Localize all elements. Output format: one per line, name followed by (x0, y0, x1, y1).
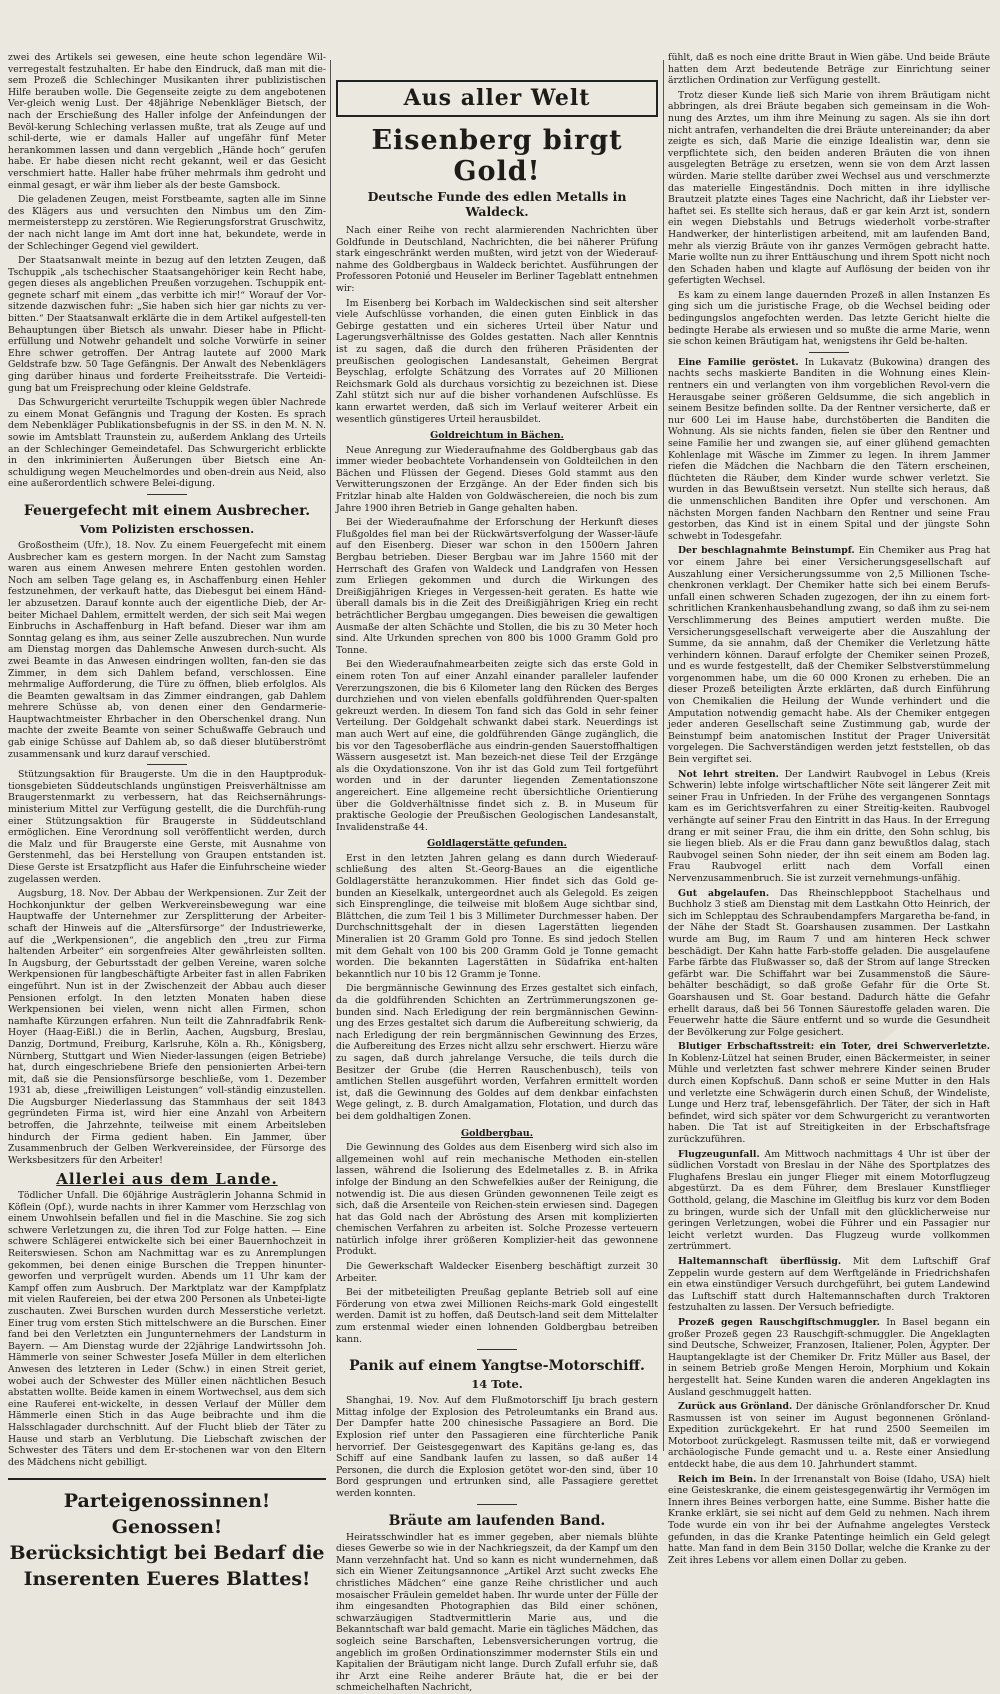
article-text: Stützungsaktion für Braugerste. Um die in den Hauptproduk-tionsgebieten Süddeutschlands ungünstigen Preisverhältnisse am Braugerstenmarkt zu verbessern, hat das Reichsernährungs-ministerium Mittel zur Verfügung gestellt, die die Durchfüh-rung einer Stützungsaktion für Braugerste in Süddeutschland ermöglichen. Eine Verordnung soll veröffentlicht werden, durch die Malz und für Braugerste eine Gerste, mit Ausnahme von Gerstenmehl, das bei Herstellung von Graupen entstanden ist. Diese Gerste ist Ersatzpflicht aus Hafer die Einfuhrscheine wieder zugelassen werden. (8, 769, 326, 885)
news-item-text: In Lukavatz (Bukowina) drangen des nachts sechs maskierte Banditen in die Wohnung eines Klein-rentners ein und verlangten von ihm vorgeblichen Revol-vern die Herausgabe seiner größeren Geldsumme, die sich angeblich in seinem Besitze befinden sollte. Da der Rentner versicherte, daß er nur 600 Lei im Hause habe, durchstöberten die Banditen die Wohnung. Als sie nichts fanden, fielen sie über den Rentner und seine Familie her und zwangen sie, auf einer glühend gemachten Kohlenlage mit Wäsche im Zimmer zu legen. In ihrem Jammer riefen die Mädchen die Nachbarn die den Tätern erscheinen, flüchteten die Räuber, dem Kinder wurde schwer verletzt. Sie wurden in das Bewußtsein versetzt. Nun stellte sich heraus, daß die unmenschlichen Banditen ihre Opfer und verschonen. Am nächsten Morgen fanden Nachbarn den Rentner und seine Frau gestorben, das Kind ist in einem Spital und der jüngste Sohn schwebt in Todesgefahr. (668, 356, 990, 542)
news-item (668, 888, 990, 1039)
article-text: Augsburg, 18. Nov. Der Abbau der Werkpensionen. Zur Zeit der Hochkonjunktur der gelben Werkvereinsbewegung war eine Hauptwaffe der Unternehmer zur Zersplitterung der Arbeiter-schaft der Hinweis auf die „Altersfürsorge“ der Industriewerke, auf die „Werkpensionen“, die angeblich den „treu zur Firma haltenden Arbeiter“ ein sorgenfreies Alter gewährleisten sollten. In Augsburg, der Geburtsstadt der gelben Vereine, waren solche Werkpensionen für langbeschäftigte Arbeiter fast in allen Fabriken eingeführt. Nun ist in der Zwischenzeit der Abbau auch dieser Pensionen erfolgt. In den letzten Monaten haben diese Werkpensionen bei vielen, wenn nicht allen Firmen, schon namhafte Kürzungen erfahren. Nun teilt die Zahnradfabrik Renk-Hoyer (Haag-Eißl.) die in Berlin, Aachen, Augsburg, Breslau, Danzig, Dortmund, Freiburg, Karlsruhe, Köln a. Rh., Königsberg, Nürnberg, Stuttgart und Wien Nieder-lassungen (eigen Betriebe) hat, durch eingeschriebene Briefe den pensionierten Arbei-tern mit, daß sie die Pensionsfürsorge beschließe, vom 1. Dezember 1931 ab, diese „freiwilligen Leistungen“ voll-ständig einzustellen. Die Augsburger Niederlassung das Stammhaus der seit 1843 gegründeten Firma ist, wird hier eine Anzahl von Arbeitern betroffen, die Jahrzehnte, teilweise mit einem Arbeitsleben hindurch der Firma gedient haben. Ein Jammer, über Zusammenbruch der Gelben Werkvereinsidee, der Fürsorge des Werksbesitzers für den Arbeiter! (8, 888, 326, 1166)
article-separator (809, 352, 849, 353)
news-item (668, 1317, 990, 1398)
column-rule (330, 60, 331, 1451)
ad-line: Inserenten Eueres Blattes! (23, 1568, 311, 1591)
article-separator (477, 1504, 517, 1505)
column-middle (336, 52, 658, 1694)
column-right (668, 52, 991, 1566)
ad-line: Parteigenossinnen! Genossen! (63, 1490, 271, 1539)
article-text: Neue Anregung zur Wiederaufnahme des Goldbergbaus gab das immer wieder beobachtete Vorhandensein von Goldteilchen in den Bächen und Flüssen der Gegend. Dieses Gold stammt aus den Verwitterungszonen der Erzgänge. An der Eder finden sich bis Fritzlar hinab alte Halden von Goldwäschereien, die noch bis zum Jahre 1900 ihren Betrieb in Gange gehalten haben. (336, 444, 658, 514)
news-item-title: Eine Familie geröstet. (678, 356, 799, 368)
news-item (668, 545, 990, 765)
article-text: Im Eisenberg bei Korbach im Waldeckischen sind seit altersher viele Aufschlüsse vorhanden, die einen guten Einblick in das Gebirge gestatten und ein sicheres Urteil über Natur und Lagerungsverhältnisse des Goldes gestatten. Nach aller Kenntnis ist zu sagen, daß die durch den früheren Präsidenten der preußischen geologischen Landesanstalt, Geheimen Bergrat Beyschlag, erfolgte Schätzung des Vorrates auf 20 Millionen Reichsmark Gold als durchaus vorsichtig zu bezeichnen ist. Diese Zahl stützt sich nur auf die bisher vorhandenen Aufschlüsse. Es kann erwartet werden, daß sich im Verlauf weiterer Arbeit ein wesentlich günstigeres Urteil herausbildet. (336, 297, 658, 425)
article-text: Shanghai, 19. Nov. Auf dem Flußmotorschiff Iju brach gestern Mittag infolge der Explosion des Petroleumtanks ein Brand aus. Der Dampfer hatte 200 chinesische Passagiere an Bord. Die Explosion rief unter den Passagieren eine fürchterliche Panik hervorrief. Der Geistesgegenwart des Kapitäns ge-lang es, das Schiff auf eine Sandbank laufen zu lassen, so daß außer 14 Personen, die durch die Explosion getötet wor-den sind, über 10 Bord gesprungen und ertrunken sind, alle Passagiere gerettet werden konnten. (336, 1395, 658, 1499)
section-rubric: Aus aller Welt (336, 80, 658, 117)
article-text: Die Gewerkschaft Waldecker Eisenberg beschäftigt zurzeit 30 Arbeiter. (336, 1261, 658, 1284)
column-rule (663, 60, 664, 1451)
article-text: Die geladenen Zeugen, meist Forstbeamte, sagten alle im Sinne des Klägers aus und versuchten den Nimbus um den Zim-mermeisterstepp zu zerstören. Wie Regierungsforstrat Gruschwitz, der nach nicht lange im Amt dort inne hat, bekundete, werde in der Schlechinger Gegend viel gewildert. (8, 194, 326, 252)
news-item-title: Der beschlagnahmte Beinstumpf. (678, 545, 855, 557)
news-item-title: Flugzeugunfall. (678, 1148, 760, 1160)
article-text: Tödlicher Unfall. Die 60jährige Austräglerin Johanna Schmid in Köflein (Opf.), wurde nachts in ihrer Kammer vom Herzschlag von einem Unwohlsein befallen und fiel in die Maschine. Sie zog sich schwere Verletzungen zu, die ihren Tod zur Folge hatten. — Eine schwere Schlägerei entwickelte sich bei einer Bauernhochzeit in Reiterswiesen. Schon am Nachmittag war es zu Anremplungen gekommen, bei denen einige Burschen die Treppen hinunter-geworfen und verprügelt wurden. Abends um 11 Uhr kam der Kampf offen zum Ausbruch. Der Marktplatz war der Kampfplatz mit vielen Raufereien, bei der etwa 200 Personen als Unbetei-ligte zuschauten. Zwei Burschen wurden durch Messerstiche verletzt. Einer trug vom ersten Stich mittelschwere an die Burschen. Einer fand bei den Verletzten ein Jungunternehmers der Landsturm in Bayern. — Am Dienstag wurde der 22jährige Landwirtssohn Joh. Hämmerle von seiner Schwester Josefa Müller in dem elterlichen Anwesen des letzteren in Leder (Schw.) in einen Streit geriet, wobei auch der Schwester des Müller einen nächtlichen Besuch abstatten wollte. Beide kamen in einem Wortwechsel, aus dem sich eine Rauferei ent-wickelte, in dessen Verlauf der Müller dem Hämmerle einen Stich in das Auge beibrachte und ihm die Halsschlagader durchschnitt. Auf der Flucht blieb der Täter zu Hause und starb an Verblutung. Die Liebschaft zwischen der Schwester des Täters und dem Er-stochenen war von den Eltern des Mädchens nicht gebilligt. (8, 1190, 326, 1468)
article-text: Großostheim (Ufr.), 18. Nov. Zu einem Feuergefecht mit einem Ausbrecher kam es gestern morgen. In der Nacht zum Samstag waren aus einem Anwesen mehrere Enten gestohlen worden. Noch am selben Tage gelang es, in Aschaffenburg einen Hehler festzunehmen, der verkauft hatte, das Diebesgut bei einem Händ-ler abzusetzen. Darauf konnte auch der eigentliche Dieb, der Ar-beiter Michael Dahlem, ermittelt werden, der sich seit Mai wegen Einbruchs in Aschaffenburg in Haft befand. Dieser war ihm am Sonntag gelang es ihm, aus seiner Zelle auszubrechen. Nun wurde am Dienstag morgen das Dahlemsche Anwesen durch-sucht. Als zwei Beamte in das Anwesen eindringen wollten, fan-den sie das Zimmer, in dem sich Dahlem befand, verschlossen. Eine mehrmalige Aufforderung, die Türe zu öffnen, blieb erfolglos. Als die Beamten gewaltsam in das Zimmer eindrangen, gab Dahlem mehrere Schüsse ab, von denen einer den Gendarmerie-Hauptwachtmeister Ehrbacher in den Oberschenkel drang. Nun machte der zweite Beamte von seiner Schußwaffe Gebrauch und gab einige Schüsse auf Dahlem ab, so daß dieser blutüberströmt zusammensank und kurz darauf verschied. (8, 539, 326, 760)
article-text: Trotz dieser Kunde ließ sich Marie von ihrem Bräutigam nicht abbringen, als drei Bräute begaben sich gemeinsam in die Woh-nung des Arztes, um ihm ihre Meinung zu sagen. Als sie ihn dort nicht antrafen, verhandelten die drei Bräute untereinander; da aber zeigte es sich, daß Marie die einzige Idealistin war, denn sie verpflichtete sich, den beiden anderen Bräuten die von ihnen ausgelegten Beträge zu ersetzen, wenn sie von dem Arzt lassen würden. Marie stellte darüber zwei Wechsel aus und verschmerzte das materielle Eingeständnis. Doch mitten in ihre idyllische Brautzeit platzte eines Tages eine Nachricht, daß ihr Liebster ver-haftet sei. Es stellte sich heraus, daß er gar kein Arzt ist, sondern ein wegen Diebstahls und Betrugs wiederholt vorbe-strafter Handwerker, der hinterlistigen arbeitend, mit am laufenden Band, mehr als vierzig Bräute von ihr ganzes Vermögen gebracht hatte. Marie wollte nun zu ihrer Enttäuschung und ihrem Spott nicht noch den Schaden haben und klagte auf Auflösung der beiden von ihr gefertigten Wechsel. (668, 89, 990, 287)
article-text: Es kam zu einem lange dauernden Prozeß in allen Instanzen Es ging sich um die juristische Frage, ob die Wechsel beiding oder bedingungslos angefochten werden. Das letzte Gericht hielte die bedingte Herabe als erwiesen und so mußte die arme Marie, wenn sie schon keinen Bräutigam hat, wenigstens ihr Geld be-halten. (668, 289, 990, 348)
news-item (668, 1256, 990, 1314)
news-item (668, 769, 990, 885)
news-item-title: Prozeß gegen Rauschgiftschmuggler. (678, 1316, 880, 1328)
news-item (668, 1149, 990, 1253)
section-heading: Allerlei aus dem Lande. (56, 1170, 278, 1189)
news-item-title: Not lehrt streiten. (678, 768, 779, 780)
news-item (668, 1041, 990, 1145)
article-separator (477, 1349, 517, 1350)
news-item-text: Der dänische Grönlandforscher Dr. Knud Rasmussen ist von seiner im August begonnenen Grönland-Expedition zurückgekehrt. Er hat rund 2500 Seemeilen im Motorboot zurückgelegt. Rasmussen teilte mit, daß er vorwiegend archäologische Funde gemacht und u. a. Reste einer Ansiedlung entdeckt habe, die aus dem 10. Jahrhundert stammt. (668, 1401, 990, 1471)
article-text: Erst in den letzten Jahren gelang es dann durch Wiederauf-schließung des alten St.-Georg-Baues an die eigentliche Goldlagerstätte heranzukommen. Hier findet sich das Gold ge-bunden an Kieselkalk, untergeordnet auch als Gelegold. Es zeigen sich Einsprenglinge, die teilweise mit bloßem Auge sichtbar sind, Blättchen, die zum Teil 1 bis 3 Millimeter Durchmesser haben. Der Durchschnittsgehalt der in diesen Lagerstätten liegenden Mineralien ist 20 Gramm Gold pro Tonne. Es sind jedoch Stellen mit dem Gehalt von 100 bis 200 Gramm Gold je Tonne gemacht worden. Die bekannten Lagerstätten in Südafrika ent-halten bekanntlich nur 10 bis 12 Gramm je Tonne. (336, 852, 658, 980)
article-text: Die bergmännische Gewinnung des Erzes gestaltet sich einfach, da die goldführenden Schichten an Zertrümmerungszonen ge-bunden sind. Nach Erledigung der rein bergmännischen Gewinn-ung des Erzes gestaltet sich darum die Aufbereitung schwierig, da nach Erledigung der rein bergmännischen Gewinnung des Erzes, die Aufbereitung des Erzes nicht allzu sehr erschwert. Hierzu wäre zu sagen, daß durch jahrelange Versuche, die teils durch die Besitzer der Grube (die Herren Rauschenbusch), teils von amtlichen Stellen ausgeführt worden, Verfahren ermittelt worden ist, daß die Gewinnung des Goldes auf dem denkbar einfachsten Wege gelingt, z. B. durch Amalgamation, Flotation, und durch das bei dem goldhaltigen Zonen. (336, 983, 658, 1122)
article-headline: Bräute am laufenden Band. (388, 1512, 606, 1529)
article-text: Bei den Wiederaufnahmearbeiten zeigte sich das erste Gold in einem roten Ton auf einer Anzahl einander paralleler laufender Vererzungszonen, die bis 6 Kilometer lang den Rücken des Berges durchziehen und von vielen ebenfalls goldführenden Quer-spalten gekreuzt werden. In diesem Ton fand sich das Gold in sehr feiner Verteilung. Der Goldgehalt schwankt dabei stark. Neuerdings ist man auch Wert auf eine, die goldführenden Gänge zugänglich, die bis vor den Tagesoberfläche aus eindrin-genden Sauerstoffhaltigen Wässern ausgesetzt ist. Man bezeich-net diese Teil der Erzgänge als die Oxydationszone. Von ihr ist das Gold zum Teil fortgeführt worden und in der darunter liegenden Zementationszone angereichert. Eine allgemeine recht übersichtliche Orientierung über die Goldverhältnisse findet sich z. B. in Museum für praktische Geologie der Preußischen Geologischen Landesanstalt, Invalidenstraße 44. (336, 659, 658, 833)
main-subheadline: Deutsche Funde des edlen Metalls in Waldeck. (367, 189, 627, 219)
column-left (8, 52, 326, 1591)
article-text: Bei der mitbeteiligten Preußag geplante Betrieb soll auf eine Förderung von etwa zwei Millionen Reichs-mark Gold eingestellt werden. Damit ist zu hoffen, daß Deutsch-land seit dem Mittelalter zum erstenmal wieder einen lohnenden Goldbergbau betreiben kann. (336, 1287, 658, 1345)
article-subheadline: 14 Tote. (471, 1377, 523, 1392)
party-advertisement (8, 1478, 326, 1592)
news-item-text: In Basel begann ein großer Prozeß gegen 23 Rauschgift-schmuggler. Die Angeklagten sind Deutsche, Schweizer, Franzosen, Italiener, Polen, Ägypter. Der Hauptangeklagte ist der Chemiker Dr. Fritz Müller aus Basel, der in seinem Betrieb große Mengen Heroin, Morphium und Kokain hergestellt hat. Seine Kunden waren die anderen Angeklagten ins Ausland geschmuggelt hatten. (668, 1316, 990, 1398)
news-item-title: Zurück aus Grönland. (678, 1401, 793, 1413)
news-item-text: Mit dem Luftschiff Graf Zeppelin wurde gestern auf dem Werftgelände in Friedrichshafen ein etwa einstündiger Versuch durchgeführt, bei gutem Landewind das Luftschiff statt durch Haltemannschaften durch Traktoren festzuhalten zu lassen. Der Versuch befriedigte. (668, 1255, 990, 1314)
news-item-title: Blutiger Erbschaftsstreit: ein Toter, drei Schwerverletzte. (678, 1041, 990, 1053)
article-headline: Panik auf einem Yangtse-Motorschiff. (349, 1358, 645, 1375)
article-subheading: Goldlagerstätte gefunden. (427, 838, 567, 850)
article-headline: Feuergefecht mit einem Ausbrecher. (23, 502, 311, 519)
news-item (668, 1474, 990, 1567)
news-item (668, 357, 990, 543)
article-subheadline: Vom Polizisten erschossen. (79, 521, 255, 536)
news-item-text: In der Irrenanstalt von Boise (Idaho, USA) hielt eine Geisteskranke, die einem geistesgegenwärtig ihr Vermögen im Innern ihres Beines verborgen hatte, eine Summe. Bisher hatte die Kranke erklärt, sie sei nicht auf dem Geld zu nehmen. Nach ihrem Tode wurde ein von ihr bei der Aufnahme angelegtes Versteck gefunden, in das die Kranke Patentinge heimlich ein Geld gelegt hatte. Man fand in dem Bein 3150 Dollar, welche die Kranke zu der Zeit ihres Lebens vor allem einen Dollar zu geben. (668, 1473, 990, 1566)
article-text: zwei des Artikels sei gewesen, eine heute schon legendäre Wil-verregestalt festzuhalten. Er habe den Eindruck, daß man mit die-sem Prozeß die Schlechinger Musikanten ihrer publizistischen Hilfe berauben wolle. Die Gegenseite zeigte zu dem angebotenen Ver-gleich wenig Lust. Der 48jährige Nebenkläger Bietsch, der nach der Erschießung des Haller infolge der Anfeindungen der Bevöl-kerung Schleching verlassen mußte, trat als Zeuge auf und schil-derte, wie er damals Haller auf ungefähr fünf Meter herankommen lassen und dann vergeblich „Hände hoch“ gerufen habe. Er habe diesen nicht recht gekannt, weil er das Gesicht verschmiert hatte. Haller habe früher mehrmals ihm gedroht und einmal gesagt, er wär ihm lieber als der beste Gamsbock. (8, 52, 326, 191)
news-item-text: Ein Chemiker aus Prag hat vor einem Jahre bei einer Versicherungsgesellschaft auf Auszahlung einer Versicherungssumme von 2,5 Millionen Tsche-chenkronen verklagt. Der Chemiker hatte sich bei einem Berufs-unfall einen schweren Schaden zugezogen, der ihn zu einem fort-schritlichen Krankenhausbehandlung zwang, so daß ihm zu sei-nem Verschlimmerung des Beines amputiert werden mußte. Die Versicherungsgesellschaft verweigerte aber die Auszahlung der Summe, da sie annahm, daß der Chemiker die Verletzung hätte verhindern können. Darauf erfolgte der Chemiker seinen Prozeß, und es wurde festgestellt, daß der Chemiker Selbstverstümmelung vorgenommen habe, um die 60 000 Kronen zu erheben. Die an dieser Prozeß beteiligten Ärzte erklärten, daß durch Einführung von Chemikalien die Heilung der Wunde verhindert und die Amputation notwendig gemacht habe. Als der Chemiker entgegen jeder anderen Gesellschaft seine Zustimmung gab, wurde der Beinstumpf beim anatomischen Institut der Prager Universität vorgelegen. Die Sachverständigen werden jetzt feststellen, ob das Bein vergiftet sei. (668, 545, 990, 766)
article-text: Das Schwurgericht verurteilte Tschuppik wegen übler Nachrede zu einem Monat Gefängnis und Tragung der Kosten. Es sprach dem Nebenkläger Publikationsbefugnis in der SS. in den M. N. N. sowie im Amtsblatt Traunstein zu, außerdem Anklang des Urteils an der Schlechinger Gemeindetafel. Das Schwurgericht erblickte in den inkriminierten Äußerungen über Bietsch eine An-schuldigung wegen Meuchelmordes und oben-drein aus Neid, also eine außerordentlich schwere Belei-digung. (8, 397, 326, 490)
news-item-title: Reich im Bein. (678, 1473, 757, 1485)
news-item (668, 1401, 990, 1471)
article-text: Die Gewinnung des Goldes aus dem Eisenberg wird sich also im allgemeinen wohl auf rein mechanische Methoden ein-stellen lassen, während die Isolierung des Edelmetalles z. B. in Afrika infolge der Bindung an den Schwefelkies außer der Reinigung, die notwendig ist. Die aus diesen Gründen gewonnenen Teile zeigt es sich, daß die Arsenteile von Reichen-stein erwiesen sind. Dagegen hat das Gold nach der Abröstung des Arsen mit komplizierten chemischen Verfahren zu arbeiten ist. Solche Prozesse verteuern natürlich infolge ihrer größeren Komplizier-heit das gewonnene Produkt. (336, 1142, 658, 1258)
article-subheading: Goldreichtum in Bächen. (430, 430, 564, 442)
article-separator (147, 494, 187, 495)
news-item-text: Der Landwirt Raubvogel in Lebus (Kreis Schwerin) lebte infolge wirtschaftlicher Nöte seit längerer Zeit mit seiner Frau in Unfrieden. In der Frühe des vergangenen Sonntags kam es im Gerichtsverfahren zu einer Streitig-keiten. Raubvogel verhängte auf seiner Frau den Eintritt in das Haus. In der Erregung drang er mit seiner Frau, die ihm ein dritte, den Sohn schlug, bis sie liegen blieb. Als er die Frau dann ganz bewußtlos dalag, stach Raubvogel seinen Sohn nieder, der ihn seit einem am Boden lag. Frau Raubvogel erlitt nach dem Vorfall einen Nervenzusammenbruch. Sie ist zurzeit vernehmungs-unfähig. (668, 768, 991, 884)
article-text: Bei der Wiederaufnahme der Erforschung der Herkunft dieses Flußgoldes fiel man bei der Rückwärtsverfolgung der Wasser-läufe auf den Eisenberg. Dieser war schon in den 1500ern Jahren Bergbau betrieben. Dieser Bergbau war im Jahre 1560 mit der Herrschaft des Grafen von Waldeck und Landgrafen von Hessen zum Erliegen gekommen und durch die Wirkungen des Dreißigjährigen Krieges in Vergessen-heit geraten. Es hatte wie überall damals bis in die Zeit des Dreißigjährigen Krieg ein recht beträchtlicher Bergbau umgegangen. Dies beweisen die gewaltigen Ausmaße der alten Schächte und Stollen, die bis zu 30 Meter hoch sind. Alte Urkunden sprechen von 800 bis 1000 Gramm Gold pro Tonne. (336, 517, 658, 656)
main-headline: Eisenberg birgt Gold! (371, 125, 623, 187)
news-item-text: Am Mittwoch nachmittags 4 Uhr ist über der südlichen Vorstadt von Breslau in der Nähe des Sportplatzes des Flughafens Breslau ein junger Flieger mit einem Motorflugzeug abgestürzt. Da es dem Führer, dem Breslauer Kunstflieger Gotthold, gelang, die Maschine im Gleitflug bis kurz vor dem Boden zu bringen, wurde sich der Unfall mit den glücklicherweise nur geringen Verletzungen, wobei die Führer und ein Passagier nur leicht verletzt wurden. Das Flugzeug wurde vollkommen zertrümmert. (668, 1148, 990, 1253)
ad-line: Berücksichtigt bei Bedarf die (9, 1542, 325, 1565)
article-text: Der Staatsanwalt meinte in bezug auf den letzten Zeugen, daß Tschuppik „als tschechischer Staatsangehöriger kein Recht habe, gegen dieses als angeblichen Preußen vorzugehen. Tschuppik ent-gegnete scharf mit einem „das verbitte ich mir!“ Worauf der Vor-sitzende dazwischen fuhr: „Sie haben sich hier gar nichts zu ver-bitten.“ Der Staatsanwalt erklärte die in dem Artikel aufgestell-ten Behauptungen über Bietsch als unwahr. Dieser habe in Pflicht-erfüllung und Notwehr gehandelt und solche Vorwürfe in seiner Ehre schwer getroffen. Der Antrag lautete auf 2000 Mark Geldstrafe bzw. 50 Tage Gefängnis. Der Anwalt des Nebenklägers ging darüber hinaus und forderte Freiheitsstrafe. Die Verteidi-gung bat um Freisprechung oder kleine Geldstrafe. (8, 255, 326, 394)
article-text: Heiratsschwindler hat es immer gegeben, aber niemals blühte dieses Gewerbe so wie in der Nachkriegszeit, da der Kampf um den Mann verzehnfacht hat. Und so kann es nicht wundernehmen, daß sich ein Wiener Zeitungsannonce „Artikel Arzt sucht zwecks Ehe christliches Mädchen“ eine ganze Reihe christlicher und auch mosaischer Fräulein gemeldet haben. Ihr wurde unter der Fülle der ihm eingesandten Photographien das Bild einer schönen, schwarzäugigen Stadtvermittlerin Marie aus, und die Bekanntschaft war bald gemacht. Marie ein tägliches Mädchen, das sogleich seine Barschaften, Lebensversicherungen vortrug, die angeblich im großen Ordinationszimmer modernster Stils ein und Kapitalien der Bräutigam nicht lange. Durch Zufall erfuhr sie, daß ihr Arzt eine Reihe anderer Bräute hat, die er bei der schmeichelhaften Nachricht, (336, 1531, 658, 1694)
news-item-text: In Koblenz-Lützel hat seinen Bruder, einen Bäckermeister, in seiner Mühle und verletzten fast schwer mehrere Kinder seinen Bruder durch einen Kopfschuß. Dann schoß er seine Mutter in den Hals und verletzte eine Schwägerin durch einen Schuß, der Windeliste, Lunge und Herz traf, lebensgefährlich. Der Täter, der sich in Haft befindet, wird sich später vor dem Schwurgericht zu verantworten haben. Die Tat ist auf Streitigkeiten in der Erbschaftsfrage zurückzuführen. (668, 1052, 990, 1146)
news-item-title: Gut abgelaufen. (678, 887, 770, 899)
article-text: fühlt, daß es noch eine dritte Braut in Wien gäbe. Und beide Bräute hatten dem Arzt bedeutende Beträge zur Einrichtung seiner ärztlichen Ordination zur Verfügung gestellt. (668, 52, 990, 87)
article-text: Nach einer Reihe von recht alarmierenden Nachrichten über Goldfunde in Deutschland, Nachrichten, die bei näherer Prüfung stark eingeschränkt werden mußten, wird jetzt von der Wiederauf-nahme des Goldbergbaus in Waldeck berichtet. Ausführungen der Professoren Potonié und Heuseler im Berliner Tageblatt entnehmen wir: (336, 225, 658, 294)
news-item-title: Haltemannschaft überflüssig. (678, 1255, 842, 1267)
article-subheading: Goldbergbau. (460, 1127, 534, 1139)
article-separator (147, 764, 187, 765)
news-item-text: Das Rheinschleppboot Stachelhaus und Buchholz 3 stieß am Dienstag mit dem Lastkahn Otto Heinrich, der sich im Schlepptau des Schraubendampfers Margaretha be-fand, in der Nähe der Stadt St. Goarshausen zusammen. Der Lastkahn wurde am Bug, im Raum 7 und am hinteren Heck schwer beschädigt. Der Kahn hatte Farb-stoffe geladen. Die ausgelaufene Farbe färbte das Flußwasser so, daß der Strom auf lange Strecken gefärbt war. Die Schiffahrt war bei Zusammenstoß die Säure-behälter beschädigt, so daß große Gefahr für die Orte St. Goarshausen und St. Goar bestand. Dadurch hätte die Gefahr erhellt daraus, daß bei 56 Tonnen Säurestoffe geladen waren. Die Feuerwehr hatte die Säure entfernt und so wurde die Gesundheit der Bevölkerung zur Folge gesichert. (668, 887, 990, 1038)
